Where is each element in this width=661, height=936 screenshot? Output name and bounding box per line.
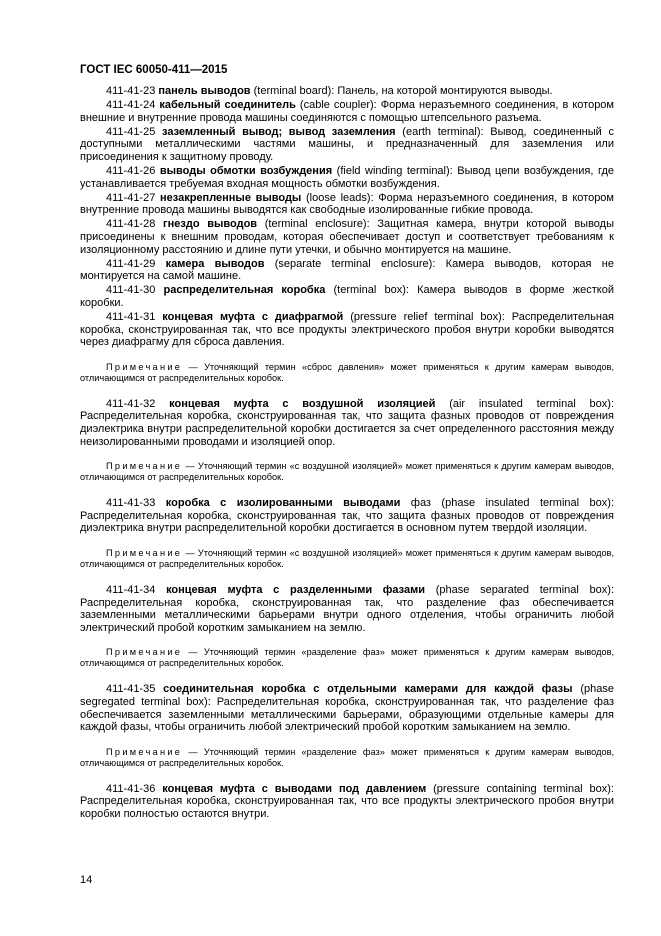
- term-title: концевая муфта с воздушной изоляцией: [169, 397, 436, 410]
- note-label: Примечание: [106, 746, 183, 757]
- term-title: заземленный вывод; вывод заземления: [162, 125, 396, 138]
- term-title: панель выводов: [158, 85, 251, 97]
- term-entry: 411-41-24 кабельный соединитель (cable coupler): Форма неразъемного соединения, в котором внешние и внутренние провода машины соединяются с помощью штепсельного разъема.: [80, 99, 614, 124]
- note: Примечание — Уточняющий термин «разделение фаз» может применяться к другим камерам выводов, отличающимся от распределительных коробок.: [80, 746, 614, 768]
- note: Примечание — Уточняющий термин «с воздушной изоляцией» может применяться к другим камерам выводов, отличающимся от распределительных коробок.: [80, 461, 614, 483]
- note: Примечание — Уточняющий термин «разделение фаз» может применяться к другим камерам выводов, отличающимся от распределительных коробок.: [80, 647, 614, 669]
- document-header: ГОСТ IEC 60050-411—2015: [80, 64, 228, 76]
- term-entry: 411-41-34 концевая муфта с разделенными фазами (phase separated terminal box): Распределительная коробка, сконструированная так, что разделение фаз обеспечивается заземленными металлическими барьерами внутри одного отделения, чтобы ограничить любой электрический пробой коротким замыканием на землю.: [80, 584, 614, 634]
- term-entry: 411-41-36 концевая муфта с выводами под давлением (pressure containing terminal box): Распределительная коробка, сконструированная так, что все продукты электрического пробоя внутри коробки полностью остаются внутри.: [80, 782, 614, 820]
- term-title: концевая муфта с диафрагмой: [162, 311, 344, 324]
- term-title: гнездо выводов: [163, 218, 258, 231]
- term-title: коробка с изолированными выводами: [165, 497, 401, 510]
- page-number: 14: [80, 874, 93, 886]
- note-label: Примечание: [106, 548, 183, 559]
- term-title: выводы обмотки возбуждения: [159, 165, 333, 178]
- note: Примечание — Уточняющий термин «сброс давления» может применяться к другим камерам выводов, отличающимся от распределительных коробок.: [80, 361, 614, 383]
- term-entry: 411-41-29 камера выводов (separate terminal enclosure): Камера выводов, которая не монтируется на самой машине.: [80, 257, 614, 283]
- term-title: концевая муфта с разделенными фазами: [166, 584, 426, 597]
- term-title: концевая муфта с выводами под давлением: [162, 782, 427, 795]
- note-label: Примечание: [106, 461, 183, 472]
- term-entry: 411-41-35 соединительная коробка с отдельными камерами для каждой фазы (phase segregated terminal box): Распределительная коробка, сконструированная так, что разделение фаз обеспечивается заземленными металлическими барьерами, образующими отдельные камеры для каждой фазы, чтобы ограничить любой электрический пробой коротким замыканием на землю.: [80, 683, 614, 734]
- term-title: кабельный соединитель: [159, 99, 296, 112]
- term-entry: 411-41-26 выводы обмотки возбуждения (field winding terminal): Вывод цепи возбуждения, где устанавливается требуемая входная мощность обмотки возбуждения.: [80, 165, 614, 190]
- term-entry: 411-41-33 коробка с изолированными выводами фаз (phase insulated terminal box): Распределительная коробка, сконструированная так, что защита фазных проводов от повреждения диэлектрика внутри распределительной коробки достигается в основном путем твердой изоляции.: [80, 497, 615, 535]
- term-entry: 411-41-23 панель выводов (terminal board): Панель, на которой монтируются выводы.: [106, 85, 553, 97]
- term-entry: 411-41-32 концевая муфта с воздушной изоляцией (air insulated terminal box): Распределительная коробка, сконструированная так, что защита фазных проводов от повреждения диэлектрика внутри распределительной коробки достигается за счет определенного расстояния между неизолированными проводами и изоляцией опор.: [80, 397, 615, 448]
- note-label: Примечание: [106, 647, 183, 658]
- term-entry: 411-41-28 гнездо выводов (terminal enclosure): Защитная камера, внутри которой выводы присоединены к внешним проводам, которая обеспечивает доступ и соответствует требованиям к изоляционному расстоянию и длине пути утечки, и обычно монтируется на машине.: [80, 218, 615, 256]
- document-body: [80, 85, 614, 822]
- term-title: камера выводов: [165, 257, 265, 270]
- term-entry: 411-41-30 распределительная коробка (terminal box): Камера выводов в форме жесткой коробки.: [80, 284, 614, 309]
- term-title: незакрепленные выводы: [160, 191, 302, 204]
- term-entry: 411-41-27 незакрепленные выводы (loose leads): Форма неразъемного соединения, в котором внутренние провода машины выводятся как свободные изолированные гибкие провода.: [80, 191, 614, 217]
- term-entry: 411-41-25 заземленный вывод; вывод заземления (earth terminal): Вывод, соединенный с доступными металлическими частями машины, и предназначенный для заземления или присоединения к защитному проводу.: [80, 125, 614, 163]
- note: Примечание — Уточняющий термин «с воздушной изоляцией» может применяться к другим камерам выводов, отличающимся от распределительных коробок.: [80, 548, 614, 570]
- note-label: Примечание: [106, 361, 183, 372]
- term-entry: 411-41-31 концевая муфта с диафрагмой (pressure relief terminal box): Распределительная коробка, сконструированная так, что все продукты электрического пробоя внутри коробки выводятся через диафрагму для сброса давления.: [80, 311, 615, 349]
- term-title: соединительная коробка с отдельными камерами для каждой фазы: [163, 683, 573, 696]
- term-title: распределительная коробка: [163, 284, 326, 297]
